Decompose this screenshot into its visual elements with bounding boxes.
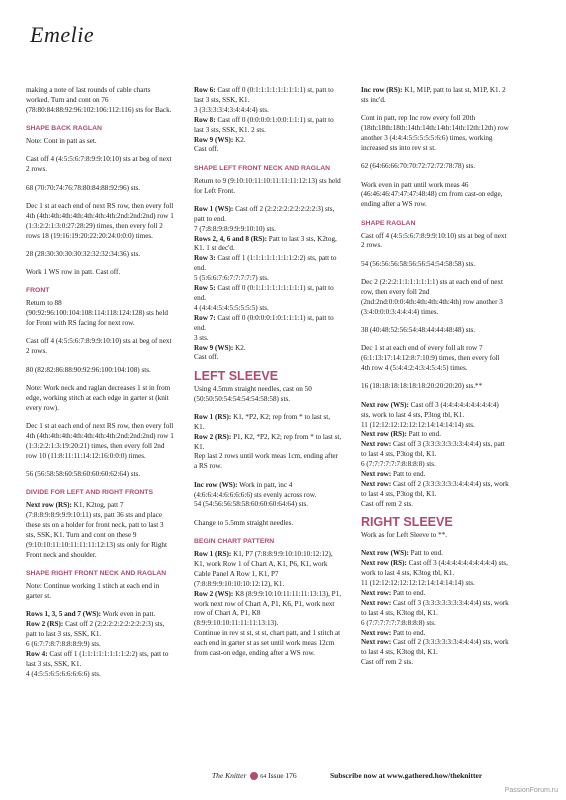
section-heading: SHAPE BACK RAGLAN xyxy=(26,125,102,133)
instruction-paragraph xyxy=(194,550,342,590)
instruction-paragraph: Continue in rev st st, st st, chart patt, and 1 stitch at each end in garter st as set until work meas 12cm from cast-on edge, ending after a WS row. xyxy=(194,629,341,658)
instruction-paragraph xyxy=(194,314,342,334)
instruction-paragraph xyxy=(194,284,342,304)
row-label: Row 7: xyxy=(194,313,216,322)
row-label: Inc row (WS): xyxy=(194,480,238,489)
row-label: Row 2 (RS): xyxy=(194,432,232,441)
subscribe-text: Subscribe now at www.gathered.how/theknitter xyxy=(330,771,483,780)
instruction-paragraph xyxy=(194,481,342,501)
instruction-paragraph xyxy=(194,590,342,630)
column-3 xyxy=(361,86,509,677)
row-instruction: Cast off 3 (4:4:4:4:4:4:4:4:4:4) sts, work to last 4 sts, P3tog tbl, K1. xyxy=(361,400,499,419)
row-label: Row 2 (RS): xyxy=(26,620,64,629)
page-title: Emelie xyxy=(30,22,95,47)
instruction-paragraph: 38 (40:48:52:56:54:48:44:44:48:48) sts. xyxy=(361,326,476,335)
footer-left xyxy=(212,771,297,780)
row-instruction: K8 (8:9:9:10:10:11:11:11:13:13), P1, work next row of Chart A, P1, K6, P1, work next row of Chart A, P1, K8 (8:9:9:10:10:11:11:11:13:13). xyxy=(194,589,341,628)
instruction-paragraph: 6 (7:7:7:7:7:7:8:8:8:8) sts. xyxy=(361,618,436,627)
row-instruction: Patt to last 3 sts, K2tog, K1. 1 st dec'd. xyxy=(194,234,337,253)
instruction-paragraph xyxy=(26,610,174,620)
instruction-paragraph xyxy=(194,86,342,106)
row-instruction: Cast off 3 (3:3:3:3:3:3:3:4:4:4) sts, work to last 4 sts, K3tog tbl, K1. xyxy=(361,598,509,617)
instruction-paragraph: Dec 2 (2:2:2:1:1:1:1:1:1:1) sts at each end of next row, then every foll 2nd (2nd:2nd:0:0:0:4th:4th:4th:4th:4th) row another 3 (3:4:0:0:0:3:4:4:4:4) times. xyxy=(361,278,503,316)
row-instruction: Cast off 0 (0:0:0:0:1:0:0:1:1:1) st, patt to last 3 sts, SSK, K1. 2 sts. xyxy=(194,115,334,134)
page-number: 64 xyxy=(260,774,267,780)
row-instruction: P1, K2, *P2, K2; rep from * to last st, K1. xyxy=(194,432,342,451)
instruction-paragraph xyxy=(361,589,509,599)
section-heading: FRONT xyxy=(26,287,50,295)
row-label: Next row: xyxy=(361,480,392,488)
section-title: LEFT SLEEVE xyxy=(194,368,279,383)
section-heading: SHAPE RAGLAN xyxy=(361,219,416,227)
row-label: Next row (WS): xyxy=(361,549,409,558)
instruction-paragraph: 11 (12:12:12:12:12:12:14:14:14:14) sts. xyxy=(361,579,475,588)
instruction-paragraph: Work even in patt until work meas 46 (46:46:46:47:47:47:48:48) cm from cast-on edge, ending after a WS row. xyxy=(361,180,503,209)
section-heading: SHAPE LEFT FRONT NECK AND RAGLAN xyxy=(194,164,331,172)
section-heading: SHAPE RIGHT FRONT NECK AND RAGLAN xyxy=(26,570,167,578)
row-instruction: Cast off 0 (0:1:1:1:1:1:1:1:1:1) st, patt to end. xyxy=(194,284,334,302)
row-instruction: Work in patt, inc 4 (4:6:6:4:4:6:6:6:6:6) sts evenly across row. xyxy=(194,480,317,499)
instruction-paragraph xyxy=(361,559,509,579)
instruction-paragraph: Dec 1 st at each end of next RS row, then every foll 4th (4th:4th:4th:4th:4th:4th:4th:2nd:2nd:2nd) row 1 (1:3:2:2:1:3:19:20:21) times, then every foll 2nd row 10 (11:8:11:11:14:12:16:0:0:0) times. xyxy=(26,422,174,460)
row-instruction: Work even in patt. xyxy=(100,610,156,619)
row-label: Row 9 (WS): xyxy=(194,343,234,352)
row-instruction: Cast off 0 (0:1:1:1:1:1:1:1:1:1) st, patt to last 3 sts, SSK, K1. xyxy=(194,86,334,104)
row-label: Next row: xyxy=(361,588,392,597)
instruction-paragraph: 5 (5:6:6:7:6:7:7:7:7:7) sts. xyxy=(194,274,269,283)
row-instruction: Patt to end. xyxy=(391,470,426,479)
row-label: Next row (WS): xyxy=(361,400,409,409)
instruction-paragraph: Using 4.5mm straight needles, cast on 50 (50:50:50:54:54:54:54:58:58) sts. xyxy=(194,384,312,403)
instruction-paragraph: 6 (7:7:7:7:7:7:8:8:8:8) sts. xyxy=(361,460,436,469)
issue-number: Issue 176 xyxy=(268,771,297,780)
row-label: Next row (RS): xyxy=(361,430,407,439)
row-label: Next row: xyxy=(361,628,392,637)
row-label: Next row: xyxy=(361,638,392,647)
instruction-paragraph: Return to 88 (90:92:96:100:104:108:114:118:124:128) sts held for Front with RS facing for next row. xyxy=(26,299,168,328)
instruction-paragraph: 80 (82:82:86:88:90:92:96:100:104:108) sts. xyxy=(26,365,151,374)
instruction-paragraph xyxy=(361,470,509,480)
row-instruction: Patt to end. xyxy=(391,628,426,637)
instruction-paragraph: Cast off rem 2 sts. xyxy=(361,658,414,667)
instruction-paragraph: 3 sts. xyxy=(194,333,209,342)
instruction-paragraph xyxy=(194,205,342,225)
instruction-paragraph: Cast off 4 (4:5:5:6:7:8:9:9:10:10) sts at beg of next 2 rows. xyxy=(361,231,507,250)
instruction-paragraph: Dec 1 st at each end of every foll alt row 7 (6:1:13:17:14:12:8:7:10:9) times, then every foll 4th row 4 (5:4:4:2:4:3:4:5:4:5) times. xyxy=(361,344,500,373)
row-instruction: Patt to end. xyxy=(391,588,426,597)
instruction-paragraph: 11 (12:12:12:12:12:12:14:14:14:14) sts. xyxy=(361,420,475,429)
row-label: Row 1 (RS): xyxy=(194,549,232,558)
row-instruction: Cast off 1 (1:1:1:1:1:1:1:1:2:2) sts, patt to end. xyxy=(194,254,337,273)
instruction-paragraph: Cast off rem 2 sts. xyxy=(361,499,414,508)
row-instruction: Cast off 2 (3:3:3:3:3:3:4:4:4:4) sts, work to last 4 sts, K3tog tbl, K1. xyxy=(361,638,509,657)
instruction-paragraph xyxy=(361,638,509,658)
instruction-paragraph: Note: Cont in patt as set. xyxy=(26,137,97,146)
watermark: PassionForum.ru xyxy=(504,787,558,794)
instruction-paragraph: Dec 1 st at each end of next RS row, then every foll 4th (4th:4th:4th:4th:4th:4th:4th:2nd:2nd:2nd) row 1 (1:3:2:2:1:3:0:27:28:29) times, then every foll 2 rows 18 (19:16:19:20:22:20:24:0:0:0) times. xyxy=(26,201,174,240)
instruction-paragraph: Note: Work neck and raglan decreases 1 st in from edge, working stitch at each edge in garter st (knit every row). xyxy=(26,383,171,412)
instruction-paragraph xyxy=(194,116,342,136)
instruction-paragraph xyxy=(26,650,174,670)
instruction-paragraph: 54 (56:56:56:58:56:56:54:54:58:58) sts. xyxy=(361,259,476,268)
instruction-paragraph: Note: Continue working 1 stitch at each end in garter st. xyxy=(26,582,160,600)
row-label: Rows 1, 3, 5 and 7 (WS): xyxy=(26,610,101,619)
row-label: Row 5: xyxy=(194,284,216,293)
instruction-paragraph: making a note of last rounds of cable charts worked. Turn and cont on 76 (78:80:84:88:92:96:102:106:112:116) sts for Back. xyxy=(26,86,172,114)
row-instruction: K1, M1P, patt to last st, M1P, K1. 2 sts inc'd. xyxy=(361,86,506,104)
instruction-paragraph: 3 (3:3:3:3:4:3:4:4:4:4) sts. xyxy=(194,105,269,114)
instruction-paragraph xyxy=(361,599,509,619)
row-label: Row 4: xyxy=(26,649,48,658)
instruction-paragraph: Work as for Left Sleeve to **. xyxy=(361,531,448,540)
row-label: Next row (RS): xyxy=(361,559,407,568)
row-instruction: K1, P7 (7:8:8:9:9:10:10:10:12:12), K1, work Row 1 of Chart A, K1, P6, K1, work Cable Panel A Row 1, K1, P7 (7:8:8:9:9:10:10:10:12:12), K1. xyxy=(194,549,333,588)
instruction-paragraph xyxy=(26,501,174,560)
row-label: Row 6: xyxy=(194,86,216,94)
row-instruction: K1, K2tog, patt 7 (7:8:8:9:8:9:9:9:10:11) sts, patt 36 sts and place these sts on a holder for front neck, patt to last 3 sts, SSK, K1. Turn and cont on these 9 (9:10:10:11:10:11:11:11:12:13) sts only for Right Front neck and shoulder. xyxy=(26,501,167,559)
instruction-paragraph: Rep last 2 rows until work meas 1cm, ending after a RS row. xyxy=(194,452,338,471)
column-1 xyxy=(26,86,174,680)
instruction-paragraph: 68 (70:70:74:76:78:80:84:88:92:96) sts. xyxy=(26,183,141,192)
row-instruction: Cast off 1 (1:1:1:1:1:1:1:1:2:2) sts, patt to last 3 sts, SSK, K1. xyxy=(26,649,169,668)
section-heading: BEGIN CHART PATTERN xyxy=(194,538,275,546)
instruction-paragraph xyxy=(194,254,342,274)
instruction-paragraph: Cont in patt, rep Inc row every foll 20th (18th:18th:18th:14th:14th:14th:14th:12th:12th) row another 3 (4:4:4:5:5:5:5:5:6:6) times, working increased sts into rev st st. xyxy=(361,114,509,152)
instruction-paragraph xyxy=(361,86,509,106)
instruction-paragraph: Work 1 WS row in patt. Cast off. xyxy=(26,268,121,277)
row-label: Rows 2, 4, 6 and 8 (RS): xyxy=(194,234,267,243)
row-label: Row 3: xyxy=(194,254,216,263)
row-label: Next row: xyxy=(361,470,392,479)
instruction-paragraph xyxy=(194,136,342,146)
row-label: Row 1 (WS): xyxy=(194,204,234,213)
row-label: Next row: xyxy=(361,440,392,449)
row-label: Row 1 (RS): xyxy=(194,412,232,421)
row-instruction: K1, *P2, K2; rep from * to last st, K1. xyxy=(194,412,331,431)
row-instruction: Patt to end. xyxy=(408,549,443,558)
instruction-paragraph: Cast off 4 (4:5:5:6:7:8:9:9:10:10) sts at beg of next 2 rows. xyxy=(26,155,172,174)
instruction-paragraph: 6 (6:7:7:8:7:8:8:8:9:9) sts. xyxy=(26,639,101,648)
row-label: Row 8: xyxy=(194,115,216,124)
row-instruction: K2. xyxy=(233,343,246,352)
row-instruction: Cast off 2 (2:2:2:2:2:2:2:2:2:3) sts, patt to last 3 sts, SSK, K1. xyxy=(26,620,165,639)
instruction-paragraph: Cast off. xyxy=(194,353,219,362)
instruction-paragraph: 54 (54:56:56:58:58:60:60:60:64:64) sts. xyxy=(194,500,309,509)
instruction-paragraph: 56 (56:58:58:60:58:60:60:60:62:64) sts. xyxy=(26,470,141,479)
magazine-name: The Knitter xyxy=(212,771,247,780)
instruction-paragraph: 7 (7:8:8:9:8:9:9:9:10:10) sts. xyxy=(194,224,276,233)
row-instruction: Cast off 2 (2:2:2:2:2:2:2:2:2:3) sts, patt to end. xyxy=(194,204,335,223)
instruction-paragraph: 16 (18:18:18:18:18:18:20:20:20:20) sts.** xyxy=(361,382,483,391)
instruction-paragraph xyxy=(361,629,509,639)
row-instruction: Cast off 0 (0:0:0:0:1:0:1:1:1:1) st, patt to end. xyxy=(194,313,334,332)
instruction-paragraph xyxy=(194,433,342,453)
row-label: Next row (RS): xyxy=(26,501,72,510)
row-instruction: Cast off 3 (4:4:4:4:4:4:4:4:4:4) sts, work to last 4 sts, K3tog tbl, K1. xyxy=(361,559,508,578)
instruction-paragraph xyxy=(361,401,509,421)
instruction-paragraph: Change to 5.5mm straight needles. xyxy=(194,518,294,527)
instruction-paragraph xyxy=(361,549,509,559)
instruction-paragraph: Cast off. xyxy=(194,145,219,154)
row-instruction: K2. xyxy=(233,135,246,144)
instruction-paragraph: 4 (4:5:5:6:5:6:6:6:6:6) sts. xyxy=(26,669,101,678)
instruction-paragraph xyxy=(26,620,174,640)
page-number-badge-icon xyxy=(250,772,258,780)
column-2 xyxy=(194,86,342,667)
instruction-paragraph xyxy=(194,344,342,354)
section-title: RIGHT SLEEVE xyxy=(361,515,453,530)
row-instruction: Cast off 3 (3:3:3:3:3:3:3:4:4:4) sts, patt to last 4 sts, P3tog tbl, K1. xyxy=(361,440,505,459)
instruction-paragraph xyxy=(361,480,509,500)
row-label: Row 9 (WS): xyxy=(194,135,234,144)
instruction-paragraph xyxy=(361,440,509,460)
instruction-paragraph: 4 (4:4:4:5:4:5:5:5:5:5) sts. xyxy=(194,303,269,312)
row-label: Next row: xyxy=(361,598,392,607)
instruction-paragraph: Cast off 4 (4:5:5:6:7:8:9:9:10:10) sts at beg of next 2 rows. xyxy=(26,337,172,356)
row-instruction: Patt to end. xyxy=(406,430,441,439)
instruction-paragraph: 62 (64:66:66:70:70:72:72:72:78:78) sts. xyxy=(361,162,476,171)
instruction-paragraph xyxy=(194,235,342,255)
row-label: Row 2 (WS): xyxy=(194,589,234,598)
row-label: Inc row (RS): xyxy=(361,86,403,94)
section-heading: DIVIDE FOR LEFT AND RIGHT FRONTS xyxy=(26,489,153,497)
instruction-paragraph xyxy=(194,413,342,433)
row-instruction: Cast off 2 (3:3:3:3:3:3:4:4:4:4) sts, work to last 4 sts, P3tog tbl, K1. xyxy=(361,480,509,498)
instruction-paragraph: Return to 9 (9:10:10:11:10:11:11:11:12:13) sts held for Left Front. xyxy=(194,176,341,195)
instruction-paragraph xyxy=(361,430,509,440)
instruction-paragraph: 28 (28:30:30:30:30:32:32:32:34:36) sts. xyxy=(26,249,141,258)
